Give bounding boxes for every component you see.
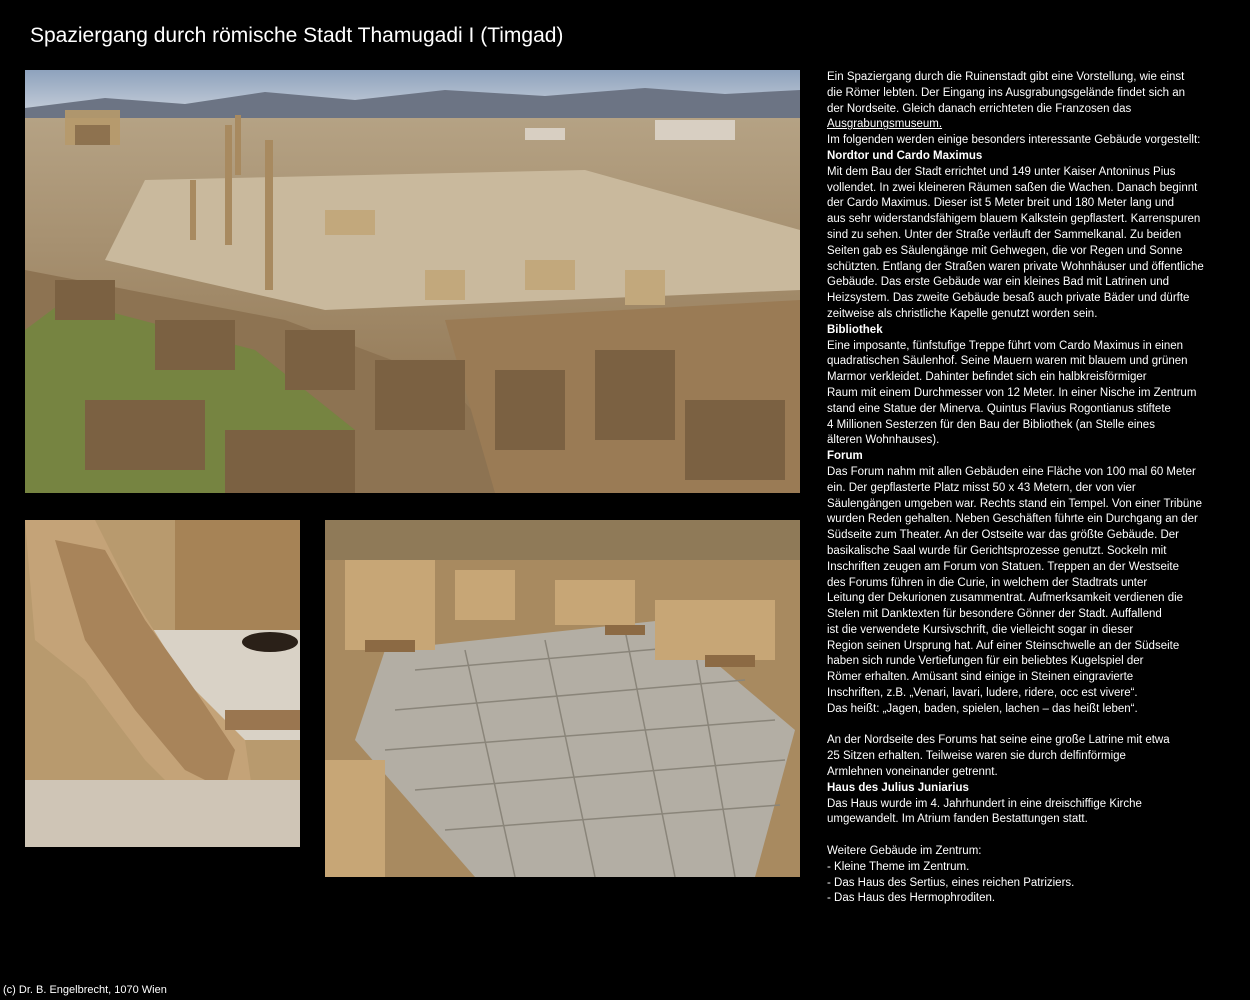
intro-paragraph	[827, 70, 1227, 149]
photo-ruins-panorama	[25, 70, 800, 493]
more-label: Weitere Gebäude im Zentrum:	[827, 845, 982, 858]
section-text: Mit dem Bau der Stadt errichtet und 149 unter Kaiser Antoninus Pius vollendet. In zwei kleineren Räumen saßen die Wachen. Danach beginnt der Cardo Maximus. Dieser ist 5 Meter breit und 180 Meter lang und aus sehr widerstandsfähigem blauem Kalkstein gepflastert. Karrenspuren sind zu sehen. Unter der Straße verläuft der Sammelkanal. Zu beiden Seiten gab es Säulengänge mit Gehwegen, die vor Regen und Sonne schützten. Entlang der Straßen waren private Wohnhäuser und öffentliche Gebäude. Das erste Gebäude war ein kleines Bad mit Latrinen und Heizsystem. Das zweite Gebäude besaß auch private Bäder und dürfte zeitweise als christliche Kapelle genutzt worden sein.	[827, 165, 1204, 320]
section-heading: Bibliothek	[827, 323, 883, 336]
section-heading: Forum	[827, 450, 863, 463]
section-heading: Haus des Julius Juniarius	[827, 781, 969, 794]
section-text: Eine imposante, fünfstufige Treppe führt vom Cardo Maximus in einen quadratischen Säulenhof. Seine Mauern waren mit blauem und grünen Marmor verkleidet. Dahinter befindet sich ein halbkreisförmiger Raum mit einem Durchmesser von 12 Meter. In einer Nische im Zentrum stand eine Statue der Minerva. Quintus Flavius Rogontianus stiftete 4 Millionen Sesterzen für den Bau der Bibliothek (an Stelle eines älteren Wohnhauses).	[827, 339, 1197, 447]
section-text: Das Forum nahm mit allen Gebäuden eine Fläche von 100 mal 60 Meter ein. Der gepflasterte Platz misst 50 x 43 Metern, der von vier Säulengängen umgeben war. Rechts stand ein Tempel. Von einer Tribüne wurden Reden gehalten. Neben Geschäften führte ein Durchgang an der Südseite zum Theater. An der Ostseite war das größte Gebäude. Der basikalische Saal wurde für Gerichtsprozesse genutzt. Sockeln mit Inschriften zeugen am Forum von Statuen. Treppen an der Westseite des Forums führen in die Curie, in welchem der Stadtrats unter Leitung der Dekurionen zusammentrat. Aufmerksamkeit verdienen die Stelen mit Danktexten für besondere Gönner der Stadt. Auffallend ist die verwendete Kursivschrift, die vielleicht sogar in dieser Region seinen Ursprung hat. Auf einer Steinschwelle an der Südseite haben sich runde Vertiefungen für ein beliebtes Kugelspiel der Römer erhalten. Amüsant sind einige in Steinen eingravierte Inschriften, z.B. „Venari, lavari, ludere, ridere, occ est vivere“. Das heißt: „Jagen, baden, spielen, lachen – das heißt leben“.	[827, 465, 1203, 715]
list-item: - Kleine Theme im Zentrum.	[827, 860, 970, 873]
more-buildings	[827, 844, 1227, 907]
photo-forum-latrine	[325, 520, 800, 877]
intro-text: Ein Spaziergang durch die Ruinenstadt gibt eine Vorstellung, wie einst die Römer lebten. Der Eingang ins Ausgrabungsgelände findet sich an der Nordseite. Gleich danach errichteten die Franzosen das	[827, 71, 1186, 115]
section-heading: Nordtor und Cardo Maximus	[827, 149, 983, 162]
copyright-footer: (c) Dr. B. Engelbrecht, 1070 Wien	[3, 984, 167, 996]
list-item: - Das Haus des Hermophroditen.	[827, 892, 996, 905]
page-title: Spaziergang durch römische Stadt Thamugadi I (Timgad)	[30, 24, 564, 47]
section-text: An der Nordseite des Forums hat seine eine große Latrine mit etwa 25 Sitzen erhalten. Teilweise waren sie durch delfinförmige Armlehnen voneinander getrennt.	[827, 734, 1170, 779]
photo-latrine-dolphin-armrest	[25, 520, 300, 847]
intro-tail: Im folgenden werden einige besonders interessante Gebäude vorgestellt:	[827, 134, 1201, 147]
section-latrine	[827, 733, 1227, 780]
list-item: - Das Haus des Sertius, eines reichen Patriziers.	[827, 876, 1075, 889]
section-text: Das Haus wurde im 4. Jahrhundert in eine dreischiffige Kirche umgewandelt. Im Atrium fanden Bestattungen statt.	[827, 797, 1142, 826]
museum-link[interactable]: Ausgrabungsmuseum.	[827, 118, 943, 131]
article-text	[827, 70, 1227, 907]
more-list	[827, 860, 1227, 907]
